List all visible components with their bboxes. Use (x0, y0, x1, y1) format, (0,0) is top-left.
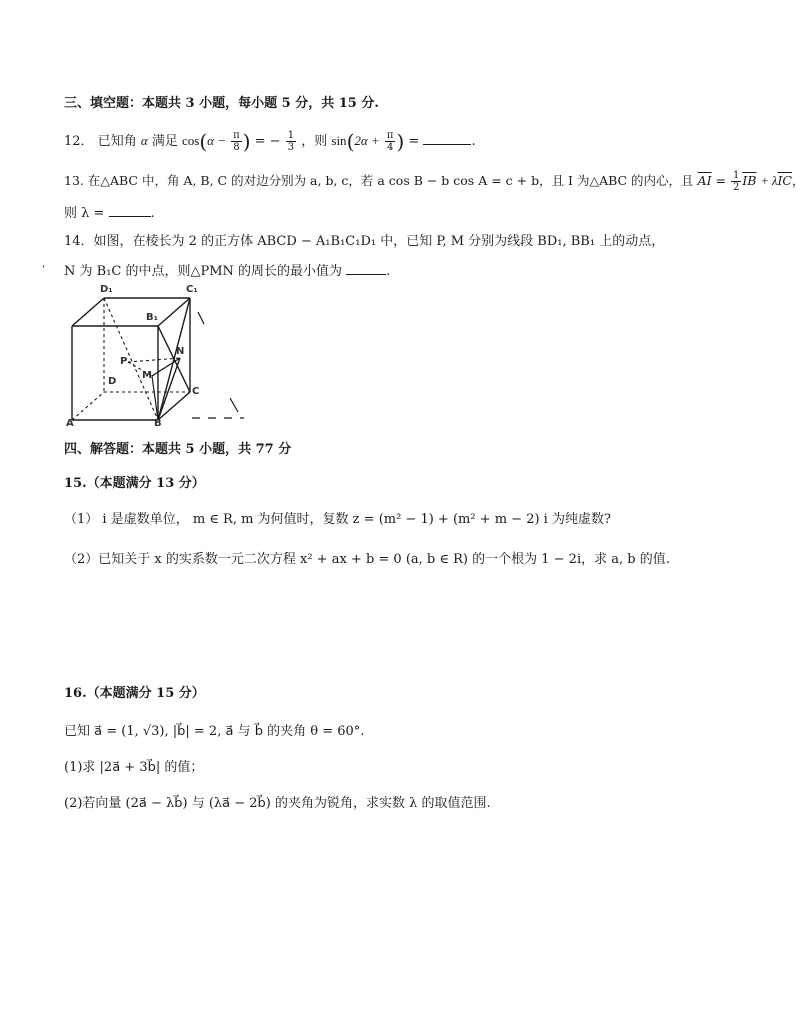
label-c1: C₁ (186, 284, 198, 295)
q14-text-2: N 为 B₁C 的中点，则△PMN 的周长的最小值为 (64, 264, 343, 279)
label-c: C (192, 386, 200, 397)
q13-plus-lambda: + λ (760, 174, 778, 188)
question-13-line-2 (64, 204, 155, 224)
q14-end: . (386, 264, 391, 279)
q12-paren-open-2: ( (346, 129, 355, 154)
q12-frac-1-3: $\frac{1}{3}$ (287, 130, 295, 153)
label-a: A (66, 418, 74, 429)
label-p: P (120, 356, 128, 367)
label-b1: B₁ (146, 312, 159, 323)
q12-answer-blank[interactable] (423, 132, 471, 145)
question-14-line-1: 14．如图，在棱长为 2 的正方体 ABCD − A₁B₁C₁D₁ 中，已知 P, M 分别为线段 BD₁, BB₁ 上的动点， (64, 234, 665, 249)
q12-frac-pi-4: $\frac{\pi}{4}$ (386, 130, 394, 153)
q13-comma: ， (791, 173, 804, 188)
q12-sin: sin (331, 133, 347, 148)
label-b: B (154, 418, 162, 429)
section-4-heading: 四、解答题：本题共 5 小题，共 77 分 (64, 442, 292, 457)
q12-inner-b: 2α + (354, 133, 380, 148)
q14-answer-blank[interactable] (346, 262, 386, 275)
q12-equals: = (408, 134, 420, 149)
q13-frac-half: $\frac{1}{2}$ (732, 170, 740, 193)
q13-vec-ib: $\overline{IB}$ (742, 173, 757, 188)
q12-paren-close-1: ) (242, 129, 251, 154)
q12-end: . (471, 134, 476, 149)
q12-paren-open-1: ( (199, 129, 208, 154)
label-d1: D₁ (100, 284, 113, 295)
cube-diagram (62, 284, 252, 432)
label-d: D (108, 376, 117, 387)
question-16-given: 已知 a⃗ = (1, √3), |b⃗| = 2, a⃗ 与 b⃗ 的夹角 θ = 60°. (64, 724, 365, 739)
question-12 (64, 130, 476, 153)
q12-alpha: α (140, 133, 148, 148)
cube-figure (62, 284, 252, 432)
q12-inner-a: α − (207, 133, 226, 148)
q13-vec-ic: $\overline{IC}$ (777, 173, 792, 188)
question-15-part-1: （1） i 是虚数单位， m ∈ R, m 为何值时，复数 z = (m² − 1) + (m² + m − 2) i 为纯虚数? (64, 512, 611, 527)
q12-frac-pi-8: $\frac{\pi}{8}$ (233, 130, 240, 153)
q13-text-2: 则 λ = (64, 206, 105, 221)
q12-paren-close-2: ) (396, 129, 405, 154)
question-13 (64, 170, 804, 193)
margin-mark: ‘ (42, 264, 46, 275)
q13-vec-ai: $\overline{AI}$ (697, 173, 712, 188)
question-14-line-2 (64, 262, 390, 282)
question-16-part-2: (2)若向量 (2a⃗ − λb⃗) 与 (λa⃗ − 2b⃗) 的夹角为锐角，求实数 λ 的取值范围. (64, 796, 491, 811)
q13-eq: = (715, 173, 726, 188)
question-15-title: 15.（本题满分 13 分） (64, 476, 205, 491)
question-16-part-1: (1)求 |2a⃗ + 3b⃗| 的值； (64, 760, 204, 775)
q12-text-c: ，则 (301, 134, 328, 149)
q12-cos: cos (181, 133, 200, 148)
label-m: M (142, 370, 152, 381)
q12-equals-neg: = − (254, 134, 281, 149)
question-16-title: 16.（本题满分 15 分） (64, 686, 205, 701)
q13-text-1: 13. 在△ABC 中，角 A, B, C 的对边分别为 a, b, c，若 a cos B − b cos A = c + b，且 I 为△ABC 的内心，且 (64, 173, 694, 188)
question-15-part-2: （2）已知关于 x 的实系数一元二次方程 x² + ax + b = 0 (a, b ∈ R) 的一个根为 1 − 2i，求 a, b 的值. (64, 552, 670, 567)
q12-text-a: 已知角 (97, 134, 137, 149)
label-n: N (176, 346, 185, 357)
q13-answer-blank[interactable] (109, 204, 151, 217)
q12-number: 12． (64, 134, 94, 149)
q13-end: . (150, 206, 155, 221)
q12-text-b: 满足 (151, 134, 178, 149)
section-3-heading: 三、填空题：本题共 3 小题，每小题 5 分，共 15 分. (64, 96, 379, 111)
